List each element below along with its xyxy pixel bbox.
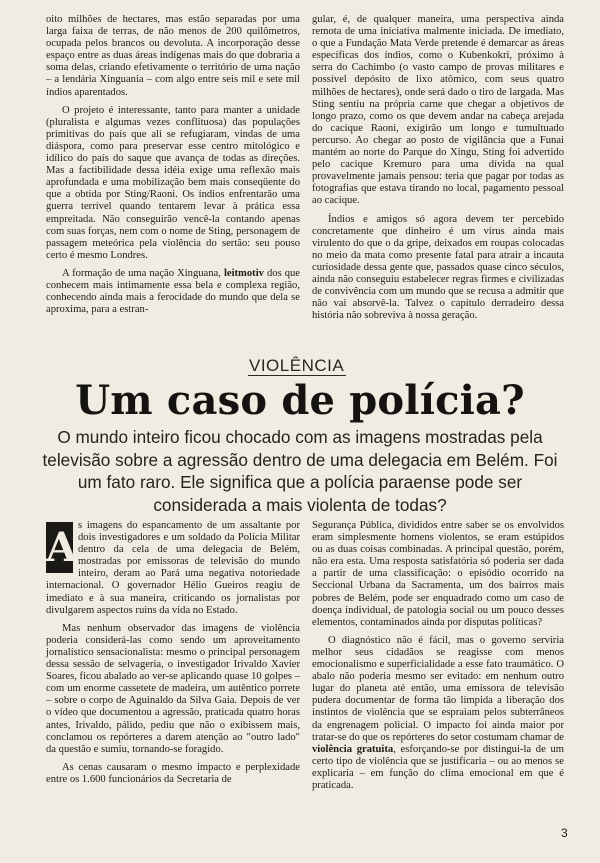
bold-term: violência gratuita (312, 743, 394, 755)
paragraph-text: dos que conhecem mais intimamente essa bela e complexa região, conhecendo ainda mais a ferocidade do mundo que dela se aproxima, para a estran- (46, 267, 300, 316)
article-column-bottom-right (312, 520, 564, 792)
subhead: O mundo inteiro ficou chocado com as imagens mostradas pela televisão sobre a agressão dentro de uma delegacia em Belém. Foi um fato raro. Ele significa que a polícia paraense pode ser considerada a mais violenta de todas? (42, 427, 558, 515)
paragraph: gular, é, de qualquer maneira, uma perspectiva ainda remota de uma iniciativa malmente iniciada. De imediato, o que a Fundação Mata Verde pretende é demarcar as áreas específicas dos índios, como o Kubenkokri, próximo à serra do Cachimbo (o vasto campo de provas militares e possível depósito de lixo atômico, com seus quatro milhões de hectares), onde será dado o tiro de largada. Mas Sting sentiu na própria carne que chegar a objetivos de longo prazo, como os que devem andar na cabeça arejada do cacique Raoni, exigirão um longo e tumultuado percurso. Ao chegar ao posto de vigilância que a Funai mantém ao norte do Parque do Xingu, Sting foi advertido pelo cacique Kremuro para uma dívida na qual provavelmente jamais pensou: teria que pagar por todas as fotografias que estava tirando no local, pagamento pessoal ao cacique. (312, 14, 564, 207)
paragraph (46, 520, 300, 617)
paragraph (46, 268, 300, 316)
paragraph: Índios e amigos só agora devem ter percebido concretamente que dinheiro é um vírus ainda mais virulento do que o da gripe, deixados em roupas colocadas no meio da mata como presente fatal para atrair a incauta curiosidade dessa gente que, passados quase cinco séculos, ainda não conseguiu estabelecer regras firmes e civilizadas de convivência com um mundo que se recusa a admitir que não vai absorvê-la. Talvez o capítulo derradeiro dessa história não sobreviva à nossa geração. (312, 213, 564, 322)
headline: Um caso de polícia? (75, 377, 525, 424)
section-label: VIOLÊNCIA (249, 356, 345, 375)
paragraph-text: , esforçando-se por distingui-la de um certo tipo de violência que se justificaria – ou ao menos se explicaria – em função do clima emocional em que é praticada. (312, 743, 564, 791)
article-column-bottom-left (46, 520, 300, 786)
page-number: 3 (561, 826, 568, 840)
paragraph-text: s imagens do espancamento de um assaltante por dois investigadores e um soldado da Polícia Militar dentro da cela de uma delegacia de Belém, mostradas por emissoras de televisão do mundo inteiro, deram ao Pará uma negativa notoriedade internacional. O governador Hélio Gueiros reagiu de imediato e à sua maneira, criticando os jornalistas por divulgarem aspectos ruins da vida no Estado. (46, 520, 300, 616)
paragraph: Mas nenhum observador das imagens de violência poderia considerá-las como sendo um aproveitamento jornalístico sensacionalista: mesmo o principal personagem dessa sessão de selvageria, o investigador Irivaldo Xavier Soares, ficou abalado ao ver-se aplicando quase 10 golpes – com um enorme cassetete de madeira, um autêntico porrete – sobre o corpo de Aguinaldo da Silva Gaia. Depois de ver o vídeo que documentou a agressão, praticada quatro horas antes, Irivaldo, pálido, pediu que não o exibissem mais, conclamou os repórteres a darem atenção ao "outro lado" da questão e sumiu, tornando-se foragido. (46, 622, 300, 755)
paragraph: O projeto é interessante, tanto para manter a unidade (pluralista e algumas vezes conflituosa) das populações primitivas do país que ali se refugiaram, vindas de uma diáspora, como para preservar esse centro mitológico e idílico do país do saque que avança de todas as direções. Mas a factibilidade dessa idéia exige uma reflexão mais aprofundada e uma mobilização bem mais conseqüente do que a obtida por Sting/Raoni. Os índios enfrentarão uma guerra terrível quando tentarem levar à prática essa empreitada. Não conseguirão vencê-la contando apenas com suas forças, nem com o nome de Sting, personagem de passagem meteórica pela violência do sertão: seu pouso certo é mesmo Londres. (46, 104, 300, 261)
paragraph: As cenas causaram o mesmo impacto e perplexidade entre os 1.600 funcionários da Secretaria de (46, 761, 300, 785)
paragraph: Segurança Pública, divididos entre saber se os envolvidos eram simplesmente homens violentos, se eram estúpidos ou as duas coisas combinadas. A principal questão, porém, não era esta. Uma resposta satisfatória só poderia ser dada a partir de uma classificação: o episódio ocorrido na Seccional Urbana da Sacramenta, um dos bairros mais pobres de Belém, pode ser enquadrado como um caso de doença individual, de patologia social ou um pouco desses elementos, contaminados ainda por disputas políticas? (312, 520, 564, 628)
paragraph-text: O diagnóstico não é fácil, mas o governo serviria melhor seus cidadãos se reagisse com menos emocionalismo e superficialidade a esse fato traumático. O abalo não poderia mesmo ser evitado: em nenhum outro lugar do planeta até então, uma emissora de televisão pudera documentar de forma tão límpida a liberação dos instintos de violência que se espraiam pelos subterrâneos da engrenagem policial. O impacto foi ainda maior por tratar-se do que os repórteres do setor costumam chamar de (312, 634, 564, 743)
bold-term: leitmotiv (223, 267, 264, 279)
article-column-top-left (46, 14, 300, 316)
article-column-top-right (312, 14, 564, 322)
drop-cap: A (46, 524, 78, 571)
paragraph-text: A formação de uma nação Xinguana, (62, 267, 224, 279)
paragraph (312, 635, 564, 792)
paragraph: oito milhões de hectares, mas estão separadas por uma larga faixa de terras, de não menos de 200 quilômetros, ocupada pelos brancos ou devoluta. A incorporação desse espaço entre as duas áreas indígenas mais do que dobraria a soma delas, criando efetivamente o território de uma nação – a lendária Xinguania – com algo entre seis mil e sete mil índios aparentados. (46, 14, 300, 98)
